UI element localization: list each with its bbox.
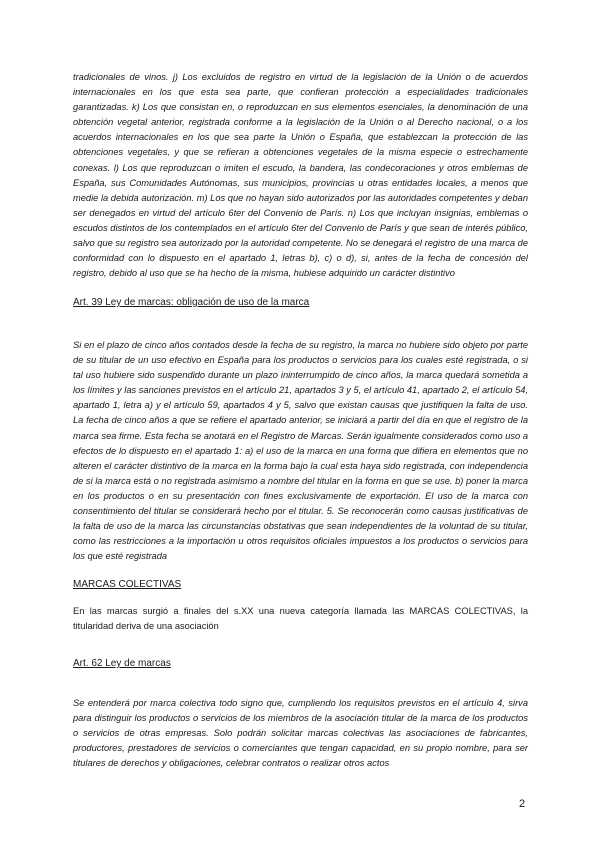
paragraph-article-continuation: tradicionales de vinos. j) Los excluidos de registro en virtud de la legislación de la Unión o de acuerdos internacionales en los que esta sea parte, que confieran protección a especialidades tradicionales garantizadas. k) Los que consistan en, o reproduzcan en sus elementos esenciales, la denominación de una obtención vegetal anterior, registrada conforme a la legislación de la Unión o al Derecho nacional, o a los acuerdos internacionales en los que sea parte la Unión o España, que establezcan la protección de las obtenciones vegetales, y que se refieran a obtenciones vegetales de la misma especie o estrechamente conexas. l) Los que reproduzcan o imiten el escudo, la bandera, las condecoraciones y otros emblemas de España, sus Comunidades Autónomas, sus municipios, provincias u otras entidades locales, a menos que medie la debida autorización. m) Los que no hayan sido autorizados por las autoridades competentes y deban ser denegados en virtud del artículo 6ter del Convenio de París. n) Los que incluyan insignias, emblemas o escudos distintos de los contemplados en el artículo 6ter del Convenio de París y que sean de interés público, salvo que su registro sea autorizado por la autoridad competente. No se denegará el registro de una marca de conformidad con lo dispuesto en el apartado 1, letras b), c) o d), si, antes de la fecha de concesión del registro, debido al uso que se ha hecho de la misma, hubiese adquirido un carácter distintivo xyxy=(73,72,528,279)
page-number: 2 xyxy=(519,798,526,810)
heading-article-62: Art. 62 Ley de marcas xyxy=(73,658,171,669)
paragraph-article-39: Si en el plazo de cinco años contados desde la fecha de su registro, la marca no hubiere sido objeto por parte de su titular de un uso efectivo en España para los productos o servicios para los cuales esté registrada, o si tal uso hubiere sido suspendido durante un plazo ininterrumpido de cinco años, la marca quedará sometida a los límites y las sanciones previstos en el artículo 21, apartados 3 y 5, el artículo 41, apartado 2, el artículo 54, apartado 1, letra a) y el artículo 59, apartados 4 y 5, salvo que existan causas que justifiquen la falta de uso. La fecha de cinco años a que se refiere el apartado anterior, se iniciará a partir del día en que el registro de la marca sea firme. Esta fecha se anotará en el Registro de Marcas. Serán igualmente considerados como uso a efectos de lo dispuesto en el apartado 1: a) el uso de la marca en una forma que difiera en elementos que no alteren el carácter distintivo de la marca en la forma bajo la cual esta haya sido registrada, con independencia de si la marca está o no registrada asimismo a nombre del titular en la forma en que se use. b) poner la marca en los productos o en su presentación con fines exclusivamente de exportación. El uso de la marca con consentimiento del titular se considerará hecho por el titular. 5. Se reconocerán como causas justificativas de la falta de uso de la marca las circunstancias obstativas que sean independientes de la voluntad de su titular, como las restricciones a la importación u otros requisitos oficiales impuestos a los productos o servicios para los que esté registrada xyxy=(73,340,528,562)
paragraph-marcas-colectivas: En las marcas surgió a finales del s.XX una nueva categoría llamada las MARCAS COLECTIVAS, la titularidad deriva de una asociación xyxy=(73,606,528,632)
paragraph-article-62: Se entenderá por marca colectiva todo signo que, cumpliendo los requisitos previstos en el artículo 4, sirva para distinguir los productos o servicios de los miembros de la asociación titular de la marca de los productos o servicios de otras empresas. Solo podrán solicitar marcas colectivas las asociaciones de fabricantes, productores, prestadores de servicios o comerciantes que tengan capacidad, en su propio nombre, para ser titulares de derechos y obligaciones, celebrar contratos o realizar otros actos xyxy=(73,698,528,769)
heading-marcas-colectivas: MARCAS COLECTIVAS xyxy=(73,579,182,590)
heading-article-39: Art. 39 Ley de marcas: obligación de uso de la marca xyxy=(73,297,310,308)
